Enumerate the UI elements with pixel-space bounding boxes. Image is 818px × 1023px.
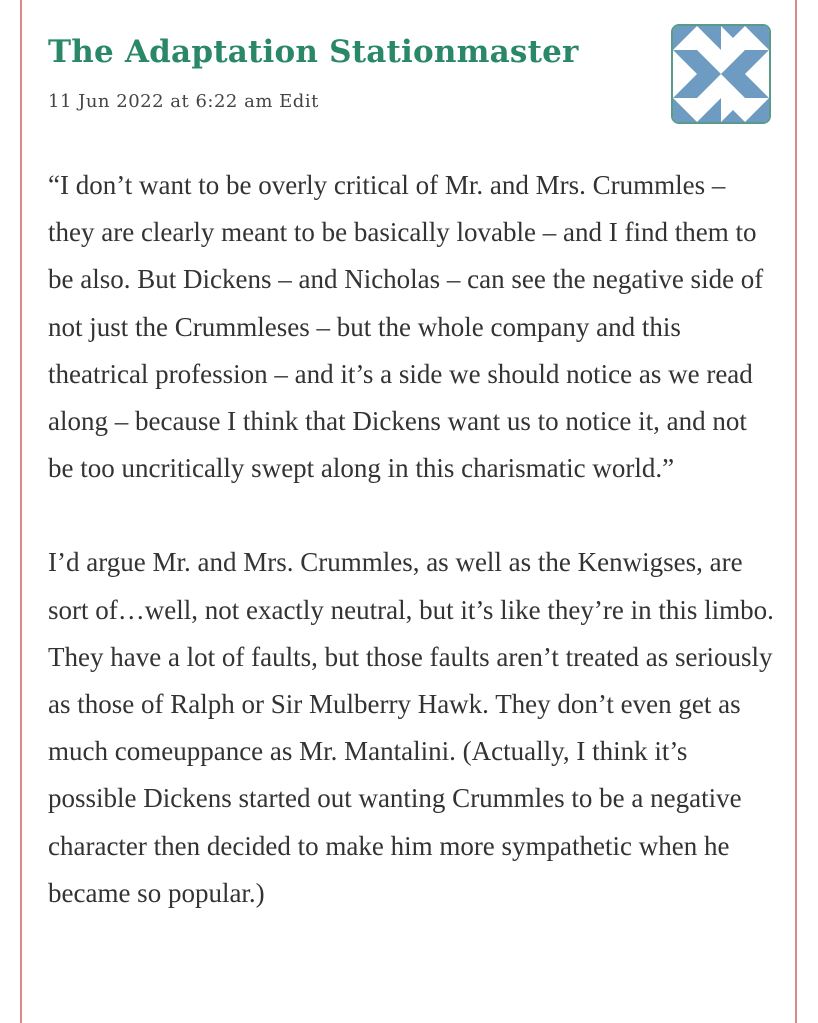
identicon-avatar-icon (671, 24, 771, 124)
comment-paragraph-response: I’d argue Mr. and Mrs. Crummles, as well as the Kenwigses, are sort of…well, not exactly neutral, but it’s like they’re in this limbo. They have a lot of faults, but those faults aren’t treated as seriously as those of Ralph or Sir Mulberry Hawk. They don’t even get as much comeuppance as Mr. Mantalini. (Actually, I think it’s possible Dickens started out wanting Crummles to be a negative character then decided to make him more sympathetic when he became so popular.) (48, 547, 774, 908)
comment-author-name[interactable]: The Adaptation Stationmaster (48, 34, 579, 70)
comment-paragraph-quote: “I don’t want to be overly critical of Mr. and Mrs. Crummles – they are clearly meant to be basically lovable – and I find them to be also. But Dickens – and Nicholas – can see the negative side of not just the Crummleses – but the whole company and this theatrical profession – and it’s a side we should notice as we read along – because I think that Dickens want us to notice it, and not be too uncritically swept along in this charismatic world.” (48, 170, 764, 484)
comment-body (48, 162, 778, 964)
avatar-graphic (673, 26, 769, 122)
edit-comment-link[interactable]: Edit (279, 91, 319, 112)
comment-date[interactable]: 11 Jun 2022 at 6:22 am (48, 91, 273, 112)
comment-meta (48, 89, 319, 115)
